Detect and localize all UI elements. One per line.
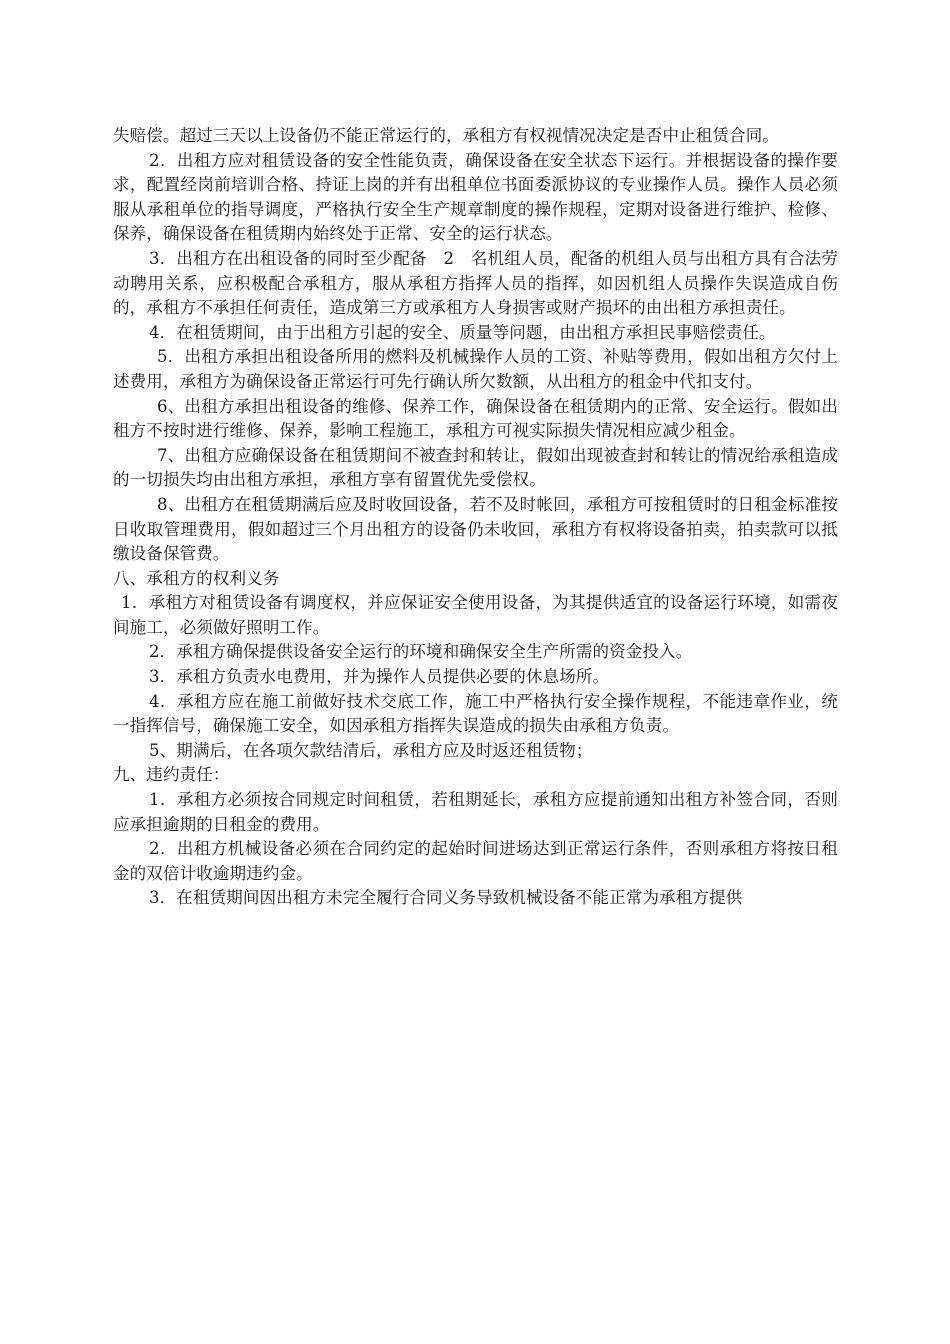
paragraph-lessor-clause-4: 4．在租赁期间，由于出租方引起的安全、质量等问题，由出租方承担民事赔偿责任。 [149,322,776,342]
paragraph-continuation: 失赔偿。超过三天以上设备仍不能正常运行的，承租方有权视情况决定是否中止租赁合同。 [113,126,779,145]
section-heading-breach-liability: 九、违约责任： [113,765,230,785]
document-body [113,124,838,911]
paragraph-lessor-clause-5: 5．出租方承担出租设备所用的燃料及机械操作人员的工资、补贴等费用，假如出租方欠付上述费用，承租方为确保设备正常运行可先行确认所欠数额，从出租方的租金中代扣支付。 [113,347,838,391]
paragraph-breach-clause-1: 1．承租方必须按合同规定时间租赁，若租期延长，承租方应提前通知出租方补签合同，否则应承担逾期的日租金的费用。 [113,790,838,834]
paragraph-lessee-clause-3: 3．承租方负责水电费用，并为操作人员提供必要的休息场所。 [149,667,610,687]
paragraph-lessor-clause-8: 8、出租方在租赁期满后应及时收回设备，若不及时帐回，承租方可按租赁时的日租金标准按日收取管理费用，假如超过三个月出租方的设备仍未收回，承租方有权将设备拍卖，拍卖款可以抵缴设备保管费。 [113,494,838,564]
paragraph-lessor-clause-3: 3．出租方在出租设备的同时至少配备 2 名机组人员，配备的机组人员与出租方具有合法劳动聘用关系，应积极配合承租方，服从承租方指挥人员的指挥，如因机组人员操作失误造成自伤的，承租方不承担任何责任，造成第三方或承租方人身损害或财产损坏的由出租方承担责任。 [113,248,838,318]
paragraph-breach-clause-2: 2．出租方机械设备必须在合同约定的起始时间进场达到正常运行条件，否则承租方将按日租金的双倍计收逾期违约金。 [113,839,838,883]
paragraph-lessor-clause-7: 7、出租方应确保设备在租赁期间不被查封和转让，假如出现被查封和转让的情况给承租造成的一切损失均由出租方承担，承租方享有留置优先受偿权。 [113,445,838,490]
paragraph-lessee-clause-5: 5、期满后，在各项欠款结清后，承租方应及时返还租赁物； [149,740,593,760]
section-heading-lessee-rights: 八、承租方的权利义务 [113,568,280,588]
paragraph-lessor-clause-2: 2．出租方应对租赁设备的安全性能负责，确保设备在安全状态下运行。并根据设备的操作要求，配置经岗前培训合格、持证上岗的并有出租单位书面委派协议的专业操作人员。操作人员必须服从承租单位的指导调度，严格执行安全生产规章制度的操作规程，定期对设备进行维护、检修、保养，确保设备在租赁期内始终处于正常、安全的运行状态。 [113,150,838,244]
paragraph-lessee-clause-4: 4．承租方应在施工前做好技术交底工作，施工中严格执行安全操作规程，不能违章作业，统一指挥信号，确保施工安全，如因承租方指挥失误造成的损失由承租方负责。 [113,691,838,736]
paragraph-breach-clause-3: 3．在租赁期间因出租方未完全履行合同义务导致机械设备不能正常为承租方提供 [149,888,743,908]
paragraph-lessee-clause-2: 2．承租方确保提供设备安全运行的环境和确保安全生产所需的资金投入。 [149,642,693,662]
paragraph-lessor-clause-6: 6、出租方承担出租设备的维修、保养工作，确保设备在租赁期内的正常、安全运行。假如出租方不按时进行维修、保养，影响工程施工，承租方可视实际损失情况相应减少租金。 [113,396,838,441]
paragraph-lessee-clause-1: 1．承租方对租赁设备有调度权，并应保证安全使用设备，为其提供适宜的设备运行环境，如需夜间施工，必须做好照明工作。 [113,593,838,637]
